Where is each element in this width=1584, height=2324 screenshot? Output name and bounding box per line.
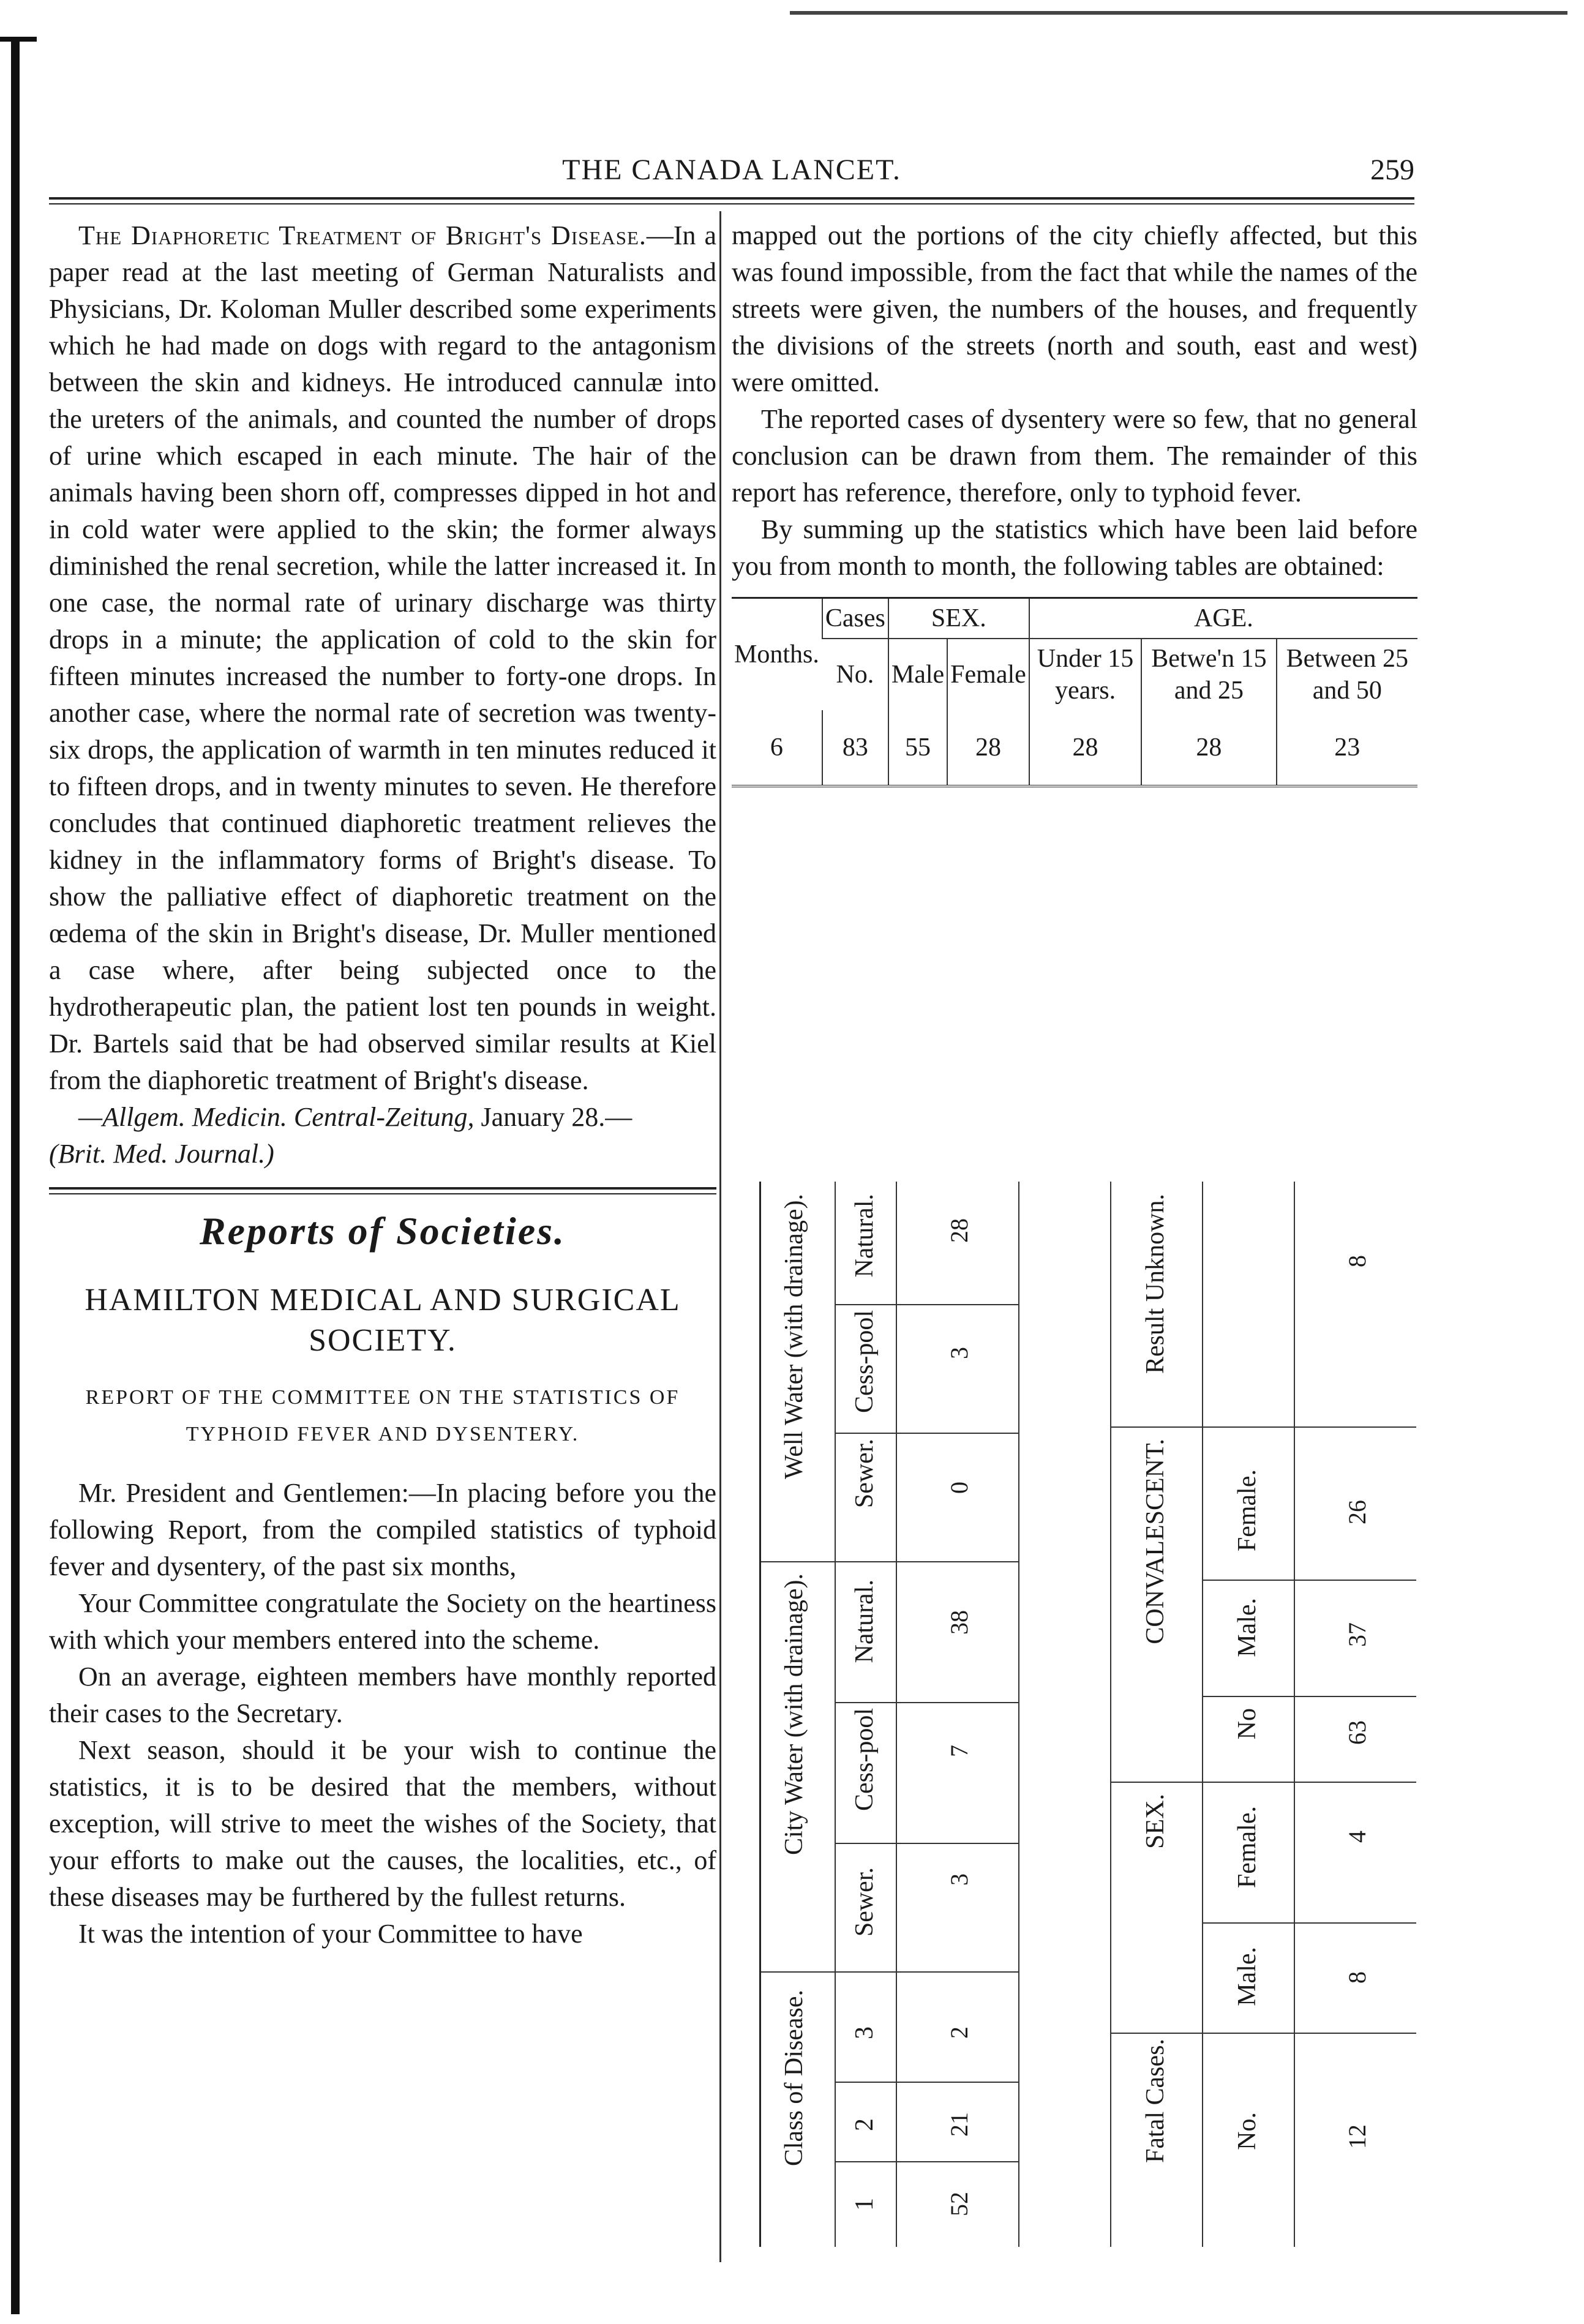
city-sewer-value: 3: [945, 1873, 973, 1886]
class-of-disease-label: Class of Disease.: [780, 1990, 808, 2167]
months-header: Months.: [732, 598, 822, 711]
society-name: HAMILTON MEDICAL AND SURGICAL SOCIETY.: [84, 1283, 681, 1358]
row-separator: [835, 2161, 1018, 2162]
well-water-label: Well Water (with drainage).: [780, 1194, 808, 1479]
no-header: No.: [822, 639, 888, 710]
row-separator: [835, 1702, 1018, 1703]
result-unknown-value: 8: [1343, 1255, 1371, 1267]
table-cell: 28: [1141, 710, 1276, 786]
conv-female-label: Female.: [1233, 1469, 1261, 1552]
well-cesspool-value: 3: [945, 1347, 973, 1359]
age-under-15-header: Under 15 years.: [1029, 639, 1141, 710]
article-body: —In a paper read at the last meeting of German Naturalists and Physicians, Dr. Koloman Muller described some experiments which he had made on dogs with regard to the antagonism between the skin and kidneys. He introduced cannulæ into the ureters of the animals, and counted the number of drops of urine which escaped in each minute. The hair of the animals having been shorn off, compresses dipped in hot and in cold water were applied to the skin; the former always diminished the renal secretion, while the latter increased it. In one case, the normal rate of urinary discharge was thirty drops in a minute; the application of cold to the skin for fifteen minutes increased the number to forty-one drops. In another case, where the normal rate of secretion was twenty-six drops, the application of warmth in ten minutes reduced it to fifteen drops, and in twenty minutes to seven. He therefore concludes that continued diaphoretic treatment relieves the kidney in the inflammatory forms of Bright's disease. To show the palliative effect of diaphoretic treatment on the œdema of the skin in Bright's disease, Dr. Muller mentioned a case where, after being subjected once to the hydrotherapeutic plan, the patient lost ten pounds in weight. Dr. Bartels said that be had observed similar results at Kiel from the diaphoretic treatment of Bright's disease.: [49, 220, 716, 1095]
article-paragraph: [49, 217, 716, 1099]
row-separator: [1110, 1782, 1416, 1783]
city-water-label: City Water (with drainage).: [780, 1573, 808, 1856]
city-natural-value: 38: [945, 1610, 973, 1635]
row-separator: [1202, 1922, 1416, 1924]
report-paragraph: Mr. President and Gentlemen:—In placing before you the following Report, from the compiled statistics of typhoid fever and dysentery, of the past six months,: [49, 1478, 716, 1581]
continued-paragraph: mapped out the portions of the city chiefly affected, but this was found impossible, from the fact that while the names of the streets were given, the numbers of the houses, and frequently the divisions of the streets (north and south, east and west) were omitted.: [732, 220, 1417, 397]
report-paragraph: Next season, should it be your wish to continue the statistics, it is to be desired that the members, without exception, will strive to meet the wishes of the Society, that your efforts to make out the causes, the localities, etc., of these diseases may be furthered by the fullest returns.: [49, 1735, 716, 1912]
citation-secondary: (Brit. Med. Journal.): [49, 1139, 274, 1169]
table-cell: 23: [1277, 710, 1417, 786]
body-paragraph: The reported cases of dysentery were so few, that no general conclusion can be drawn from them. The remainder of this report has reference, therefore, only to typhoid fever.: [732, 404, 1417, 508]
city-sewer-label: Sewer.: [850, 1867, 879, 1937]
fatal-no-label: No.: [1233, 2112, 1261, 2150]
row-separator: [1110, 1426, 1416, 1428]
summary-table: [732, 597, 1417, 787]
row-separator: [1110, 2033, 1416, 2034]
article-citation: [49, 1099, 716, 1136]
well-cesspool-label: Cess-pool: [850, 1310, 879, 1413]
sex-female-value: 4: [1343, 1831, 1371, 1843]
page-number: 259: [1370, 154, 1414, 186]
fatal-value: 12: [1343, 2124, 1371, 2149]
header-rule: [49, 197, 1414, 204]
table-cell: 28: [1029, 710, 1141, 786]
values-column: [896, 1182, 1019, 2247]
binding-margin-rule: [11, 37, 20, 2314]
sex-female-label: Female.: [1233, 1806, 1261, 1889]
cases-header: Cases: [822, 598, 888, 639]
well-sewer-value: 0: [945, 1482, 973, 1494]
outcome-values-column: [1294, 1182, 1415, 2247]
report-paragraph: On an average, eighteen members have monthly reported their cases to the Secretary.: [49, 1662, 716, 1728]
top-border-rule: [790, 11, 1567, 15]
row-separator: [835, 1304, 1018, 1305]
city-cesspool-value: 7: [945, 1745, 973, 1757]
class-3-value: 2: [945, 2026, 973, 2039]
city-cesspool-label: Cess-pool: [850, 1708, 879, 1811]
conv-male-value: 37: [1343, 1622, 1371, 1647]
well-natural-value: 28: [945, 1218, 973, 1243]
group-label-column: [761, 1182, 836, 2247]
class-1-label: 1: [850, 2198, 879, 2211]
row-separator: [761, 1971, 1018, 1973]
class-1-value: 52: [945, 2192, 973, 2216]
class-2-label: 2: [850, 2118, 879, 2131]
well-sewer-label: Sewer.: [850, 1439, 879, 1509]
class-3-label: 3: [850, 2026, 879, 2039]
section-rule: [49, 1187, 716, 1194]
body-paragraph: By summing up the statistics which have been laid before you from month to month, the following tables are obtained:: [732, 514, 1417, 581]
row-separator: [835, 1843, 1018, 1844]
city-natural-label: Natural.: [850, 1580, 879, 1663]
fatal-cases-label: Fatal Cases.: [1141, 2039, 1169, 2163]
citation-date: January 28.—: [474, 1102, 632, 1132]
report-paragraph: Your Committee congratulate the Society on the heartiness with which your members entered into the scheme.: [49, 1588, 716, 1655]
outcome-sublabel-column: [1202, 1182, 1295, 2247]
table-cell: 6: [732, 710, 822, 786]
row-separator: [1202, 1580, 1416, 1581]
row-separator: [1202, 1696, 1416, 1697]
section-heading: Reports of Societies.: [199, 1209, 566, 1253]
female-header: Female: [947, 639, 1029, 710]
table-cell: 55: [888, 710, 947, 786]
male-header: Male: [888, 639, 947, 710]
row-separator: [835, 2082, 1018, 2083]
result-unknown-label: Result Unknown.: [1141, 1194, 1169, 1374]
right-column: [732, 217, 1417, 787]
column-divider: [719, 211, 721, 2262]
row-separator: [835, 1433, 1018, 1434]
conv-no-value: 63: [1343, 1720, 1371, 1745]
article-title: The Diaphoretic Treatment of Bright's Disease.: [78, 220, 647, 250]
binding-margin-tick: [0, 37, 37, 42]
class-2-value: 21: [945, 2112, 973, 2137]
convalescent-label: CONVALESCENT.: [1141, 1439, 1169, 1644]
running-header: [49, 153, 1414, 196]
age-25-50-header: Between 25 and 50: [1277, 639, 1417, 710]
report-heading: REPORT OF THE COMMITTEE ON THE STATISTICS OF TYPHOID FEVER AND DYSENTERY.: [85, 1386, 680, 1445]
sex-header: SEX.: [888, 598, 1029, 639]
sex-male-value: 8: [1343, 1971, 1371, 1984]
well-natural-label: Natural.: [850, 1194, 879, 1278]
conv-no-label: No: [1233, 1708, 1261, 1740]
citation-source: —Allgem. Medicin. Central-Zeitung,: [78, 1102, 475, 1132]
sex-male-label: Male.: [1233, 1947, 1261, 2006]
age-15-25-header: Betwe'n 15 and 25: [1141, 639, 1276, 710]
table-cell: 83: [822, 710, 888, 786]
table-cell: 28: [947, 710, 1029, 786]
report-paragraph: It was the intention of your Committee to have: [78, 1919, 583, 1949]
sublabel-column: [835, 1182, 897, 2247]
rotated-statistics-table: [759, 1182, 1416, 2247]
conv-male-label: Male.: [1233, 1598, 1261, 1657]
row-separator: [761, 1561, 1018, 1562]
sex-label: SEX.: [1141, 1794, 1169, 1849]
conv-female-value: 26: [1343, 1500, 1371, 1524]
journal-title: THE CANADA LANCET.: [562, 154, 901, 186]
outcome-label-column: [1110, 1182, 1203, 2247]
blank-column: [1018, 1182, 1111, 2247]
left-column: [49, 217, 716, 1952]
age-header: AGE.: [1029, 598, 1417, 639]
